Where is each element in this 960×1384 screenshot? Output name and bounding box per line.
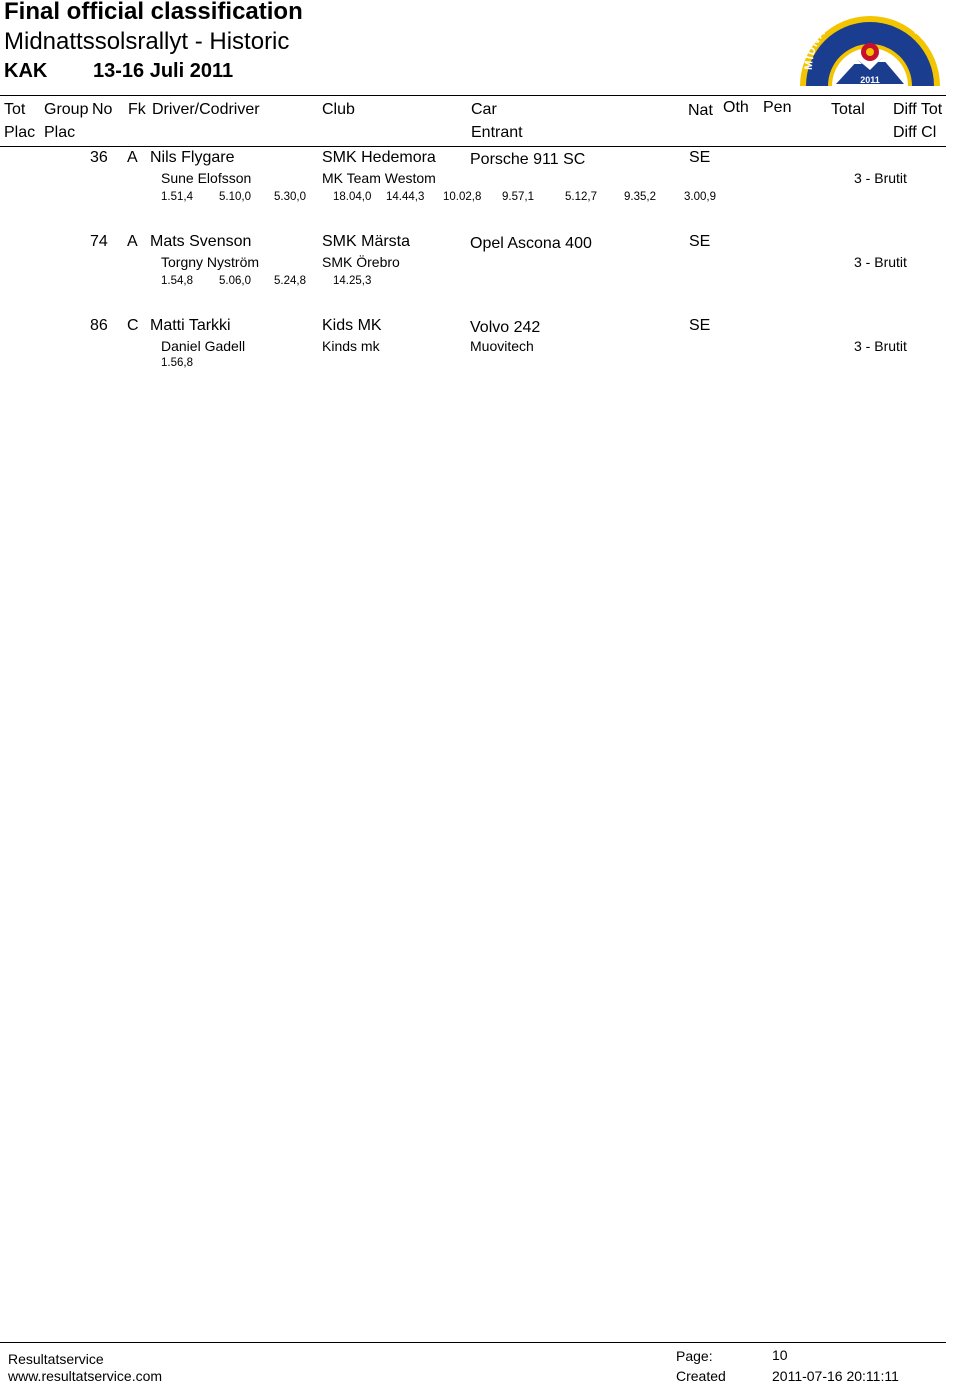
stage-time: 1.56,8: [161, 357, 193, 369]
footer-url[interactable]: www.resultatservice.com: [8, 1368, 163, 1384]
entry-nat: SE: [689, 233, 711, 250]
stage-time: 5.06,0: [219, 275, 251, 287]
entry-codriver: Sune Elofsson: [161, 170, 252, 186]
logo-text: MIDNATTSSOLSRALLYT: [802, 4, 925, 71]
entry-no: 36: [90, 149, 108, 166]
event-name: Midnattssolsrallyt - Historic: [4, 28, 290, 55]
entry-codriver: Daniel Gadell: [161, 338, 246, 354]
stage-time: 5.10,0: [219, 191, 251, 203]
event-dates: 13-16 Juli 2011: [93, 60, 234, 82]
col-diff-tot: Diff Tot: [893, 101, 943, 118]
entry-driver: Nils Flygare: [150, 149, 235, 166]
entry-status: 3 - Brutit: [854, 338, 907, 354]
stage-time: 9.57,1: [502, 191, 534, 203]
entry-group: C: [127, 317, 139, 334]
col-plac: Plac: [4, 124, 36, 141]
entry-group: A: [127, 149, 138, 166]
col-fk: Fk: [128, 101, 146, 118]
entry-car: Porsche 911 SC: [470, 151, 586, 168]
stage-time: 5.12,7: [565, 191, 597, 203]
footer-created-label: Created: [676, 1368, 726, 1384]
entry-club2: MK Team Westom: [322, 170, 436, 186]
col-no: No: [92, 101, 113, 118]
stage-time: 9.35,2: [624, 191, 656, 203]
entry-status: 3 - Brutit: [854, 170, 907, 186]
entry-nat: SE: [689, 149, 711, 166]
col-diff-cl: Diff Cl: [893, 124, 937, 141]
entry-no: 86: [90, 317, 108, 334]
col-oth: Oth: [723, 99, 749, 116]
stage-time: 1.51,4: [161, 191, 193, 203]
footer-created-value: 2011-07-16 20:11:11: [772, 1368, 899, 1384]
footer-page-number: 10: [772, 1347, 788, 1363]
stage-time: 1.54,8: [161, 275, 193, 287]
stage-time: 5.24,8: [274, 275, 306, 287]
entry-codriver: Torgny Nyström: [161, 254, 260, 270]
stage-time: 14.25,3: [333, 275, 372, 287]
entry-driver: Matti Tarkki: [150, 317, 231, 334]
entry-car: Opel Ascona 400: [470, 235, 592, 252]
col-club: Club: [322, 101, 355, 118]
rally-logo: [798, 4, 942, 90]
col-nat: Nat: [688, 102, 713, 119]
stage-time: 5.30,0: [274, 191, 306, 203]
header-rule-bottom: [0, 146, 946, 147]
entry-entrant: Muovitech: [470, 338, 534, 354]
entry-club2: SMK Örebro: [322, 254, 400, 270]
entry-club: SMK Märsta: [322, 233, 411, 250]
logo-year: 2011: [860, 75, 880, 85]
entry-nat: SE: [689, 317, 711, 334]
footer-rule: [0, 1342, 946, 1343]
col-car: Car: [471, 101, 497, 118]
stage-time: 14.44,3: [386, 191, 425, 203]
stage-time: 3.00,9: [684, 191, 716, 203]
col-pen: Pen: [763, 99, 792, 116]
entry-group: A: [127, 233, 138, 250]
entry-car: Volvo 242: [470, 319, 541, 336]
col-group-plac: Plac: [44, 124, 76, 141]
header-rule: [0, 95, 946, 96]
entry-driver: Mats Svenson: [150, 233, 252, 250]
entry-status: 3 - Brutit: [854, 254, 907, 270]
entry-club: Kids MK: [322, 317, 382, 334]
class-code: KAK: [4, 60, 48, 82]
footer-page-label: Page:: [676, 1348, 713, 1364]
col-total: Total: [831, 101, 865, 118]
document-title: Final official classification: [4, 0, 303, 25]
col-tot: Tot: [4, 101, 26, 118]
col-group: Group: [44, 101, 89, 118]
entry-club: SMK Hedemora: [322, 149, 436, 166]
col-entrant: Entrant: [471, 124, 523, 141]
stage-time: 10.02,8: [443, 191, 482, 203]
col-driver: Driver/Codriver: [152, 101, 260, 118]
entry-no: 74: [90, 233, 108, 250]
footer-service: Resultatservice: [8, 1351, 104, 1367]
entry-club2: Kinds mk: [322, 338, 380, 354]
stage-time: 18.04,0: [333, 191, 372, 203]
